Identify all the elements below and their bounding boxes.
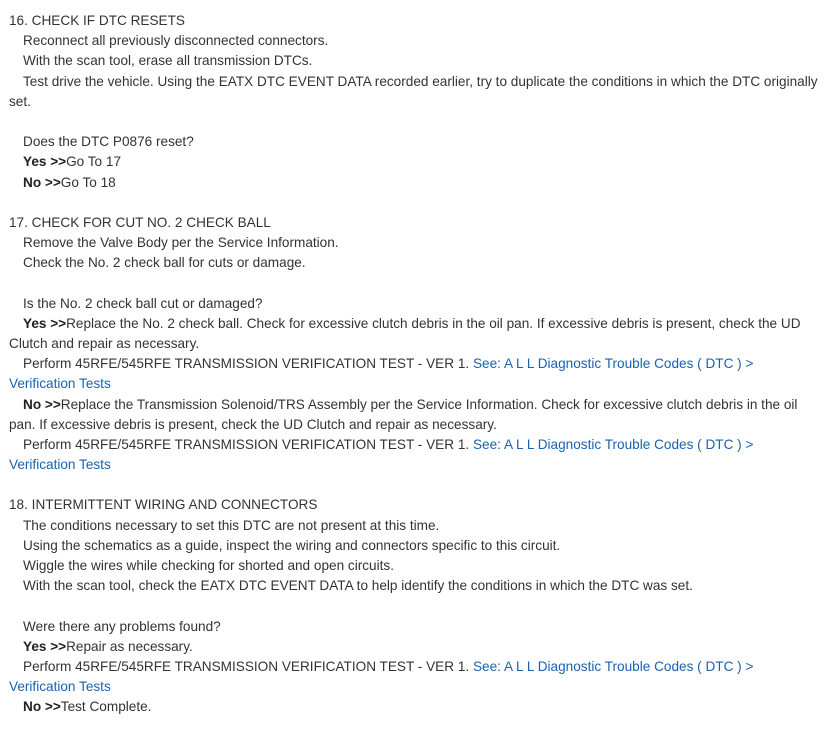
step-question: Is the No. 2 check ball cut or damaged? — [23, 295, 263, 311]
no-label: No >> — [23, 699, 61, 715]
verification-tests-link[interactable]: See: A L L Diagnostic Trouble Codes ( DTC ) > Verification Tests — [9, 437, 754, 473]
yes-answer — [9, 637, 822, 657]
spacer — [9, 596, 822, 616]
step-action: Using the schematics as a guide, inspect the wiring and connectors specific to this circuit. — [23, 537, 561, 553]
perform-text: Perform 45RFE/545RFE TRANSMISSION VERIFICATION TEST - VER 1. — [23, 437, 473, 453]
step-action: With the scan tool, erase all transmission DTCs. — [23, 53, 313, 69]
step-17 — [9, 213, 822, 476]
step-18 — [9, 495, 822, 717]
step-action: With the scan tool, check the EATX DTC EVENT DATA to help identify the conditions in which the DTC was set. — [23, 578, 693, 594]
yes-verification — [9, 354, 822, 394]
verification-tests-link[interactable]: See: A L L Diagnostic Trouble Codes ( DTC ) > Verification Tests — [9, 659, 754, 695]
yes-text: Repair as necessary. — [66, 638, 193, 654]
no-label: No >> — [23, 396, 61, 412]
no-label: No >> — [23, 174, 61, 190]
step-16 — [9, 11, 822, 193]
step-title: 18. INTERMITTENT WIRING AND CONNECTORS — [9, 497, 318, 513]
spacer — [9, 112, 822, 132]
yes-answer — [9, 314, 822, 354]
step-question: Does the DTC P0876 reset? — [23, 134, 194, 150]
yes-verification — [9, 657, 822, 697]
yes-answer — [9, 152, 822, 172]
yes-text: Go To 17 — [66, 154, 122, 170]
perform-text: Perform 45RFE/545RFE TRANSMISSION VERIFICATION TEST - VER 1. — [23, 659, 473, 675]
yes-label: Yes >> — [23, 638, 67, 654]
yes-text: Replace the No. 2 check ball. Check for excessive clutch debris in the oil pan. If excessive debris is present, check the UD Clutch and repair as necessary. — [9, 315, 801, 352]
step-action: Check the No. 2 check ball for cuts or damage. — [23, 255, 306, 271]
no-answer — [9, 697, 822, 717]
no-text: Go To 18 — [60, 174, 116, 190]
step-question: Were there any problems found? — [23, 618, 221, 634]
no-text: Replace the Transmission Solenoid/TRS Assembly per the Service Information. Check for excessive clutch debris in the oil pan. If excessive debris is present, check the UD Clutch and repair as necessary. — [9, 396, 798, 432]
no-text: Test Complete. — [60, 699, 152, 715]
step-action: Remove the Valve Body per the Service Information. — [23, 235, 339, 251]
step-action: Wiggle the wires while checking for shorted and open circuits. — [23, 558, 394, 574]
yes-label: Yes >> — [23, 154, 67, 170]
no-answer — [9, 395, 822, 435]
no-answer — [9, 173, 822, 193]
step-title: 16. CHECK IF DTC RESETS — [9, 13, 185, 28]
perform-text: Perform 45RFE/545RFE TRANSMISSION VERIFICATION TEST - VER 1. — [23, 356, 473, 372]
step-action: The conditions necessary to set this DTC are not present at this time. — [23, 517, 440, 533]
yes-label: Yes >> — [23, 315, 67, 331]
step-action: Test drive the vehicle. Using the EATX DTC EVENT DATA recorded earlier, try to duplicate the conditions in which the DTC originally set. — [9, 73, 818, 109]
no-verification — [9, 435, 822, 475]
spacer — [9, 273, 822, 293]
step-title: 17. CHECK FOR CUT NO. 2 CHECK BALL — [9, 214, 271, 230]
step-action: Reconnect all previously disconnected connectors. — [23, 33, 329, 49]
verification-tests-link[interactable]: See: A L L Diagnostic Trouble Codes ( DTC ) > Verification Tests — [9, 356, 754, 392]
